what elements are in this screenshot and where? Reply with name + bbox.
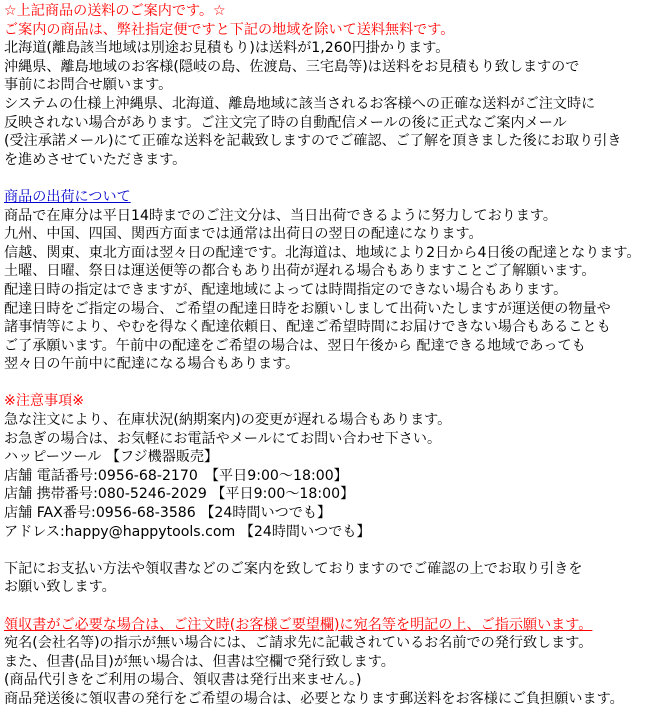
receipt-text-line: 商品発送後に領収書の発行をご希望の場合は、必要となります郵送料をお客様にご負担願います。	[4, 690, 624, 707]
shop-mobile: 店舗 携帯番号:080-5246-2029 【平日9:00～18:00】	[4, 486, 355, 503]
delivery-text-line: 諸事情等により、やむを得なく配達依頼日、配達ご希望時間にお届けできない場合もあることも	[4, 319, 611, 336]
shipping-text-line: を進めさせていただきます。	[4, 151, 187, 168]
delivery-text-line: 配達日時の指定はできますが、配達地域によっては時間指定のできない場合もあります。	[4, 281, 568, 298]
delivery-text-line: 翌々日の午前中に配達になる場合もあります。	[4, 356, 300, 373]
receipt-text-line: また、但書(品目)が無い場合は、但書は空欄で発行致します。	[4, 653, 395, 670]
delivery-text-line: 土曜、日曜、祭日は運送便等の都合もあり出荷が遅れる場合もありますことご了解願います。	[4, 263, 596, 280]
payment-guide-line: お願い致します。	[4, 579, 116, 596]
receipt-text-line: (商品代引きをご利用の場合、領収書は発行出来ません。)	[4, 672, 362, 689]
shop-fax: 店舗 FAX番号:0956-68-3586 【24時間いつでも】	[4, 505, 332, 522]
delivery-text-line: 九州、中国、四国、関西方面までは通常は出荷日の翌日の配達になります。	[4, 226, 483, 243]
notice-section-title: ※注意事項※	[4, 393, 85, 410]
shop-phone: 店舗 電話番号:0956-68-2170 【平日9:00～18:00】	[4, 467, 348, 484]
shipping-fee-title: ☆上記商品の送料のご案内です。☆	[4, 3, 226, 19]
shop-email: アドレス:happy@happytools.com 【24時間いつでも】	[4, 523, 371, 540]
shipping-text-line: 反映されない場合があります。ご注文完了時の自動配信メールの後に正式なご案内メール	[4, 114, 567, 131]
delivery-text-line: 信越、関東、東北方面は翌々日の配達です。北海道は、地域により2日から4日後の配達となります。	[4, 244, 641, 261]
payment-guide-line: 下記にお支払い方法や領収書などのご案内を致しておりますのでご確認の上でお取り引きを	[4, 560, 583, 577]
receipt-text-line: 宛名(会社名等)の指示が無い場合には、ご請求先に記載されているお名前での発行致します。	[4, 635, 593, 652]
shipping-text-line: 沖縄県、離島地域のお客様(隠岐の島、佐渡島、三宅島等)は送料をお見積もり致しますので	[4, 58, 580, 75]
delivery-text-line: 配達日時をご指定の場合、ご希望の配達日時をお願いしまして出荷いたしますが運送便の物量や	[4, 300, 611, 317]
receipt-section-title: 領収書がご必要な場合は、ご注文時(お客様ご要望欄)に宛名等を明記の上、ご指示願います。	[4, 616, 593, 633]
spacer	[4, 169, 656, 188]
shipping-fee-section	[4, 2, 656, 169]
shipping-text-line: 事前にお問合せ願います。	[4, 77, 173, 94]
notice-text-line: 急な注文により、在庫状況(納期案内)の変更が遅れる場合もあります。	[4, 412, 452, 429]
spacer	[4, 374, 656, 393]
shop-name: ハッピーツール 【フジ機器販売】	[4, 449, 219, 466]
delivery-section	[4, 188, 656, 374]
spacer	[4, 541, 656, 560]
receipt-section	[4, 616, 656, 709]
notice-text-line: お急ぎの場合は、お気軽にお電話やメールにてお問い合わせ下さい。	[4, 430, 442, 447]
notice-section	[4, 392, 656, 597]
shipping-text-line: 北海道(離島該当地域は別途お見積もり)は送料が1,260円掛かります。	[4, 40, 450, 57]
shipping-text-line: システムの仕様上沖縄県、北海道、離島地域に該当されるお客様への正確な送料がご注文時に	[4, 95, 596, 112]
delivery-text-line: ご了承願います。午前中の配達をご希望の場合は、翌日午後から 配達できる地域であっても	[4, 337, 586, 354]
free-shipping-notice: ご案内の商品は、弊社指定便ですと下記の地域を除いて送料無料です。	[4, 21, 455, 38]
shipping-text-line: (受注承諾メール)にて正確な送料を記載致しますのでご確認、ご了解を頂きました後にお取り引き	[4, 133, 622, 150]
delivery-text-line: 商品で在庫分は平日14時までのご注文分は、当日出荷できるように努力しております。	[4, 207, 557, 224]
delivery-section-title: 商品の出荷について	[4, 188, 131, 205]
